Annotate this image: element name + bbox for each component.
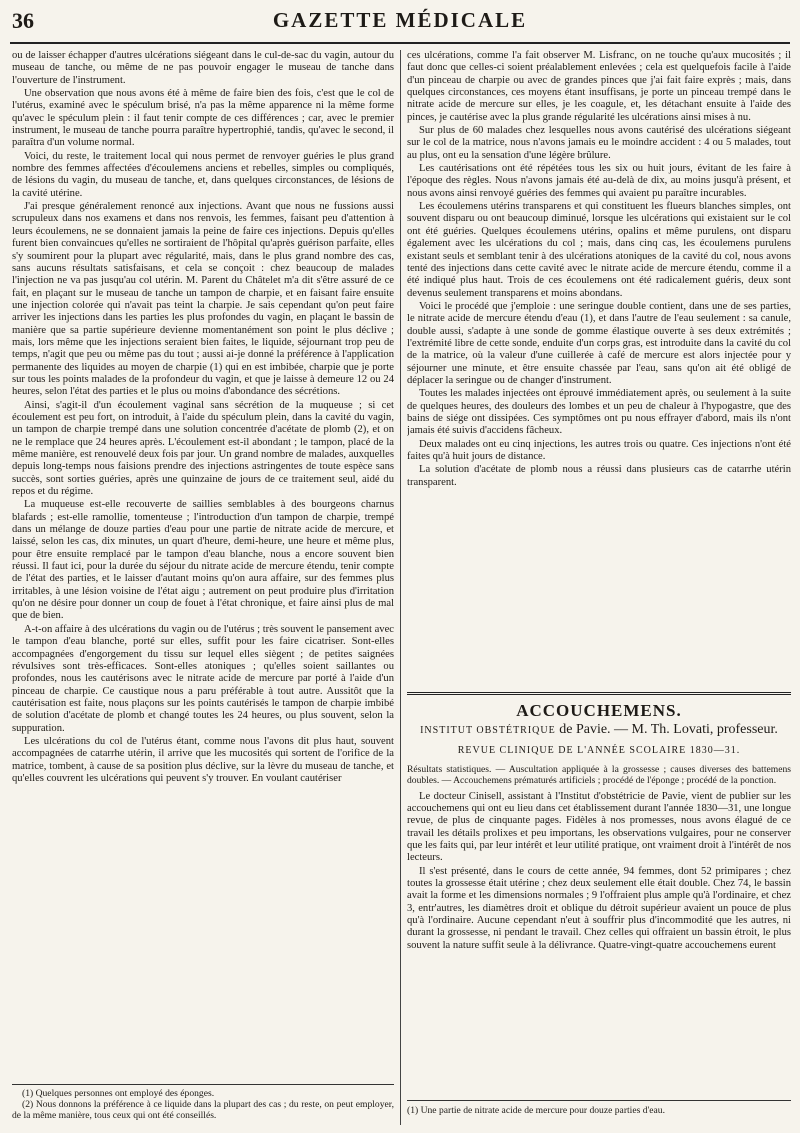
paragraph: Il s'est présenté, dans le cours de cette année, 94 femmes, dont 52 primipares ; chez toutes la grossesse était utérine ; chez deux seulement elle était double. Chez 74, le bassin avait la forme et les dimensions normales ; 9 l'offraient plus ample qu'à l'ordinaire, et chez 3, entr'autres, les diamètres droit et oblique du détroit supérieur avaient un pouce de plus qu'à l'ordinaire. Aucune cependant n'eut à souffrir plus d'incommodité que les autres, ni durant la grossesse, ni pendant le travail. Chez celles qui offraient un bassin étroit, le plus souvent la nature suffit seule à la délivrance. Quatre-vingt-quatre accouchemens eurent (407, 865, 791, 951)
paragraph: ces ulcérations, comme l'a fait observer M. Lisfranc, on ne touche qu'aux mucosités ; il faut donc que celles-ci soient préalablement enlevées ; cela est quelquefois facile à l'aide d'un pinceau de charpie ou avec de grandes pinces que j'ai fait faire exprès ; mais, dans quelques circonstances, ces moyens étant insuffisans, je porte un pinceau trempé dans le nitrate acide de mercure sur elles, je les coagule, et, les détachant ensuite à l'aide des pinces, je cautérise avec la plus grande régularité les ulcérations ainsi mises à nu. (407, 50, 791, 123)
article-summary: Résultats statistiques. — Auscultation appliquée à la grossesse ; causes diverses des battemens doubles. — Accouchemens prématurés artificiels ; procédé de l'éponge ; procédé de la ponction. (407, 763, 791, 786)
left-footnotes (12, 1084, 394, 1121)
journal-title: GAZETTE MÉDICALE (272, 8, 528, 32)
right-column (407, 50, 791, 1125)
left-column (12, 50, 394, 1125)
right-column-body (407, 50, 791, 686)
paragraph: Une observation que nous avons été à même de faire bien des fois, c'est que le col de l'utérus, examiné avec le spéculum brisé, n'a pas la même apparence ni la même forme qu'avec le spéculum plein : il faut tenir compte de ces différences ; car, avec le premier instrument, le museau de tanche pourra paraître hypertrophié, tandis, qu'avec le second, il paraîtra d'un volume normal. (12, 88, 394, 149)
paragraph: Voici le procédé que j'emploie : une seringue double contient, dans une de ses parties, le nitrate acide de mercure étendu d'eau (1), et dans l'autre de l'eau seulement : sa canule, double aussi, s'adapte à une sonde de gomme élastique ouverte à ses deux extrémités ; l'extrémité libre de cette sonde, enduite d'un corps gras, est introduite dans la cavité du col de la matrice, où la valeur d'une cuillerée à café de mercure est alors injectée pour y séjourner une minute, et être ensuite chassée par l'eau, sans qu'on ait été obligé de déplacer la seringue ou de changer d'instrument. (407, 300, 791, 386)
paragraph: Les écoulemens utérins transparens et qui constituent les flueurs blanches simples, ont souvent disparu ou ont beaucoup diminué, lorsque les ulcérations qui existaient sur le col ont été guéries. Quelques écoulemens utérins, opalins et même purulens, ont disparu également avec les ulcérations du col ; mais, dans cinq cas, les écoulemens purulens existant seuls et semblant tenir à des ulcérations atoniques de la cavité du col, nous avons tenté des injections dans cette cavité avec le nitrate acide de mercure étendu, comme il a été indiqué plus haut. Trois de ces écoulemens ont été radicalement guéris, deux sont devenus seulement transparens et moins abondans. (407, 201, 791, 299)
institute-name: INSTITUT OBSTÉTRIQUE (420, 725, 556, 737)
page-number: 36 (12, 8, 34, 33)
paragraph: J'ai presque généralement renoncé aux injections. Avant que nous ne fussions aussi scrupuleux dans nos examens et dans nos renvois, les femmes, faisant peu d'attention à leurs écoulemens, ne se donnaient jamais la peine de faire ces injections. Depuis qu'elles furent bien convaincues qu'elles ne sortiraient de l'hôpital qu'après guérison parfaite, elles s'y soumirent pour la plupart avec régularité, mais, dans le plus grand nombre des cas, sans aucuns résultats satisfaisans, et cela se conçoit : chez beaucoup de malades l'injection ne va pas jusqu'au col utérin. M. Parent du Châtelet m'a dit s'être assuré de ce fait, en plaçant sur le museau de tanche un tampon de charpie, et en faisant faire ensuite une injection colorée qui n'avait pas teint la charpie. Je sais cependant qu'on peut faire arriver les injections dans les parties les plus profondes du vagin, en plaçant le bassin de manière que sa partie supérieure devienne momentanément son point le plus déclive ; mais, lors même que les injections seraient bien faites, le liquide, séjournant trop peu de temps, n'agit que peu ou même pas du tout ; aussi ai-je donné la préférence à l'application permanente des liquides au moyen de charpie (1) qui en est imbibée, charpie que je porte sur tous les points malades de la profondeur du vagin, et que je laisse à demeure 12 ou 24 heures, selon l'état des parties et le plus ou moins d'abondance des sécrétions. (12, 201, 394, 398)
footnote: (2) Nous donnons la préférence à ce liquide dans la plupart des cas ; du reste, on peut employer, de la même manière, tous ceux qui ont été conseillés. (12, 1099, 394, 1121)
section-rule (407, 692, 791, 695)
column-divider (400, 50, 401, 1125)
paragraph: Voici, du reste, le traitement local qui nous permet de renvoyer guéries le plus grand nombre des femmes affectées d'écoulemens anciens et rebelles, simples ou compliqués, de lésions du vagin, du museau de tanche, et, dans quelques circonstances, de lésions de la cavité utérine. (12, 150, 394, 199)
paragraph: Sur plus de 60 malades chez lesquelles nous avons cautérisé des ulcérations siégeant sur le col de la matrice, nous n'avons jamais eu le moindre accident : 4 ou 5 malades, tout au plus, ont eu la sensation d'une légère brûlure. (407, 125, 791, 161)
right-footnote: (1) Une partie de nitrate acide de mercure pour douze parties d'eau. (407, 1100, 791, 1117)
paragraph: A-t-on affaire à des ulcérations du vagin ou de l'utérus ; très souvent le pansement avec le tampon d'eau blanche, porté sur elles, suffit pour les faire cicatriser. Sont-elles accompagnées d'engorgement du tissu sur lequel elles siègent ; de petites saignées révulsives sont très-efficaces. Sont-elles atoniques ; qu'elles soient saillantes ou profondes, nous les cautérisons avec le nitrate acide de mercure par porté à l'aide d'un pinceau de charpie. Ce caustique nous a paru préférable à tout autre. Aussitôt que la cautérisation est faite, nous plaçons sur les points cautérisés le tampon de charpie imbibé de solution d'acétate de plomb et changé toutes les 24 heures, ou plus souvent, selon la suppuration. (12, 623, 394, 734)
paragraph: Les ulcérations du col de l'utérus étant, comme nous l'avons dit plus haut, souvent accompagnées de catarrhe utérin, il arrive que les mucosités qui sortent de l'orifice de la matrice, tombent, à cause de sa position plus déclive, sur la lèvre du museau de tanche, et qu'elles couvrent les ulcérations qui peuvent s'y trouver. En voulant cautériser (12, 735, 394, 784)
revue-heading: REVUE CLINIQUE DE L'ANNÉE SCOLAIRE 1830—31. (457, 745, 741, 757)
paragraph: Le docteur Cinisell, assistant à l'Institut d'obstétricie de Pavie, vient de publier sur les accouchemens qui ont eu lieu dans cet établissement durant l'année 1830—31, une longue revue, de plus de cinquante pages. Fidèles à nos promesses, nous avons élagué de ce travail les détails prolixes et peu importans, les observations vulgaires, pour ne conserver que les faits qui, par leur intérêt et leur utilité pratique, ont vraiment droit à l'intérêt de nos lecteurs. (407, 790, 791, 864)
section-title: ACCOUCHEMENS. (516, 701, 682, 720)
paragraph: Les cautérisations ont été répétées tous les six ou huit jours, évitant de les faire à l'époque des règles. Nous n'avons jamais été au-delà de dix, au moins jusqu'à présent, et nous avons ainsi renvoyé guéries des femmes qui avaient pu paraître incurables. (407, 163, 791, 199)
institute-heading (407, 721, 791, 739)
paragraph: Deux malades ont eu cinq injections, les autres trois ou quatre. Ces injections n'ont été faites qu'à huit jours de distance. (407, 438, 791, 462)
paragraph: Toutes les malades injectées ont éprouvé immédiatement après, ou seulement à la suite de quelques heures, des douleurs des lombes et un peu de chaleur à l'hypogastre, que des bains de siége ont dissipées. Ces symptômes ont pu nous effrayer d'abord, mais ils n'ont jamais été suivis d'accidens fâcheux. (407, 388, 791, 437)
paragraph: ou de laisser échapper d'autres ulcérations siégeant dans le cul-de-sac du vagin, autour du museau de tanche, ou même de ne pas pouvoir engager le museau de tanche dans l'ouverture de l'instrument. (12, 50, 394, 86)
footnote: (1) Quelques personnes ont employé des éponges. (22, 1088, 215, 1099)
paragraph: La solution d'acétate de plomb nous a réussi dans plusieurs cas de catarrhe utérin transparent. (407, 464, 791, 488)
paragraph: La muqueuse est-elle recouverte de saillies semblables à des bourgeons charnus blafards ; est-elle ramollie, tomenteuse ; l'introduction d'un tampon de charpie, trempé dans un mélange de douze parties d'eau pour une partie de nitrate acide de mercure, et laissé, selon les cas, dix minutes, un quart d'heure, demi-heure, une heure et même plus, pour être ensuite remplacé par le tampon d'eau blanche, nous a encore souvent bien réussi. Il faut ici, pour la durée du séjour du nitrate acide de mercure étendu, tenir compte de l'état des parties, et le laisser d'autant moins qu'on aura affaire, sur des femmes plus irritables, à une lésion voisine de l'état aigu ; autrement on peut produire plus d'irritation qu'on ne désire pour donner un coup de fouet à l'état chronique, et faire ainsi plus de mal que de bien. (12, 499, 394, 622)
paragraph: Ainsi, s'agit-il d'un écoulement vaginal sans sécrétion de la muqueuse ; si cet écoulement est peu fort, on introduit, à l'aide du spéculum plein, dans la cavité du vagin, un tampon de charpie trempé dans une solution concentrée d'acétate de plomb (2), et on ne le remplace que 24 heures après. L'écoulement est-il abondant ; le tampon, placé de la même manière, est renouvelé deux fois par jour. Un grand nombre de malades, auxquelles depuis long-temps nous faisions prendre des injections astringentes de toute espèce sans succès, sont sorties guéries, après une quinzaine de jours de ce traitement seul, aidé du repos et du régime. (12, 399, 394, 498)
institute-rest: de Pavie. — M. Th. Lovati, professeur. (559, 722, 778, 738)
left-column-body (12, 50, 394, 785)
page-header (10, 8, 790, 44)
